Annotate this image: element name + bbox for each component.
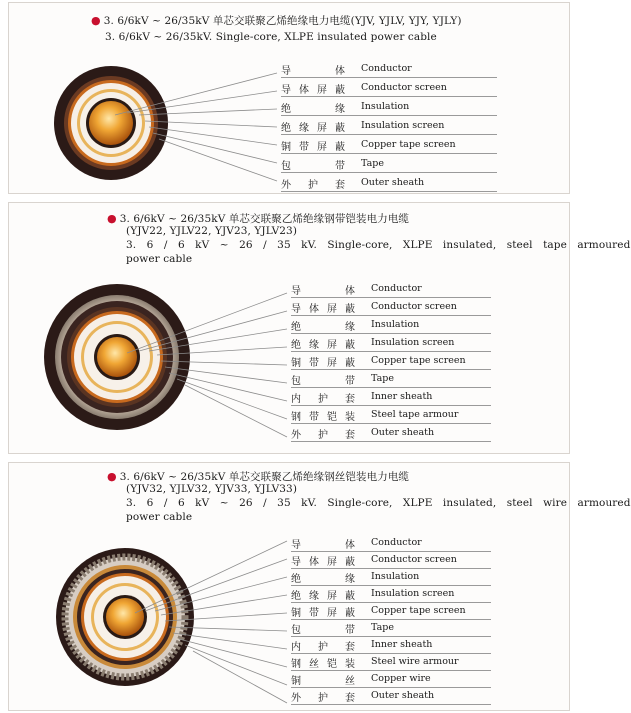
legend-row: 铜带屏蔽 Copper tape screen [291,601,491,620]
panel-model-list: (YJV32, YJLV32, YJV33, YJLV33) [126,483,298,495]
legend-row: 导体屏蔽 Conductor screen [291,297,491,316]
legend-row: 绝缘屏蔽 Insulation screen [291,333,491,352]
legend-row: 铜带屏蔽 Copper tape screen [291,351,491,370]
legend-row: 内护套 Inner sheath [291,387,491,406]
bullet-icon: ● [91,14,101,27]
legend-row: 钢带铠装 Steel tape armour [291,405,491,424]
cable-cross-section-image [55,547,195,687]
legend-row: 内护套 Inner sheath [291,635,491,654]
legend-row: 铜带屏蔽 Copper tape screen [281,135,497,154]
legend-row: 导体屏蔽 Conductor screen [281,78,497,97]
legend-row: 外护套 Outer sheath [291,686,491,705]
cable-cross-section-image [53,65,169,181]
legend-row: 包带 Tape [291,369,491,388]
legend-row: 导体 Conductor [281,59,497,78]
legend-row: 绝缘屏蔽 Insulation screen [281,116,497,135]
legend-row: 导体 Conductor [291,533,491,552]
legend-row: 绝缘 Insulation [291,567,491,586]
legend-row: 绝缘 Insulation [291,315,491,334]
panel-subtitle: 3. 6 / 6 kV ~ 26 / 35 kV. Single-core, XLPE insulated, steel wire armoured [126,497,631,509]
bullet-icon: ● [107,212,117,225]
legend-row: 铜丝 Copper wire [291,669,491,688]
cable-panel-yjv [8,2,570,194]
legend-row: 绝缘 Insulation [281,97,497,116]
panel-title: ● 3. 6/6kV ~ 26/35kV 单芯交联聚乙烯绝缘钢丝铠装电力电缆 [107,470,410,483]
panel-title: ● 3. 6/6kV ~ 26/35kV 单芯交联聚乙烯绝缘钢带铠装电力电缆 [107,212,410,225]
panel-subtitle-cont: power cable [126,511,193,523]
legend-row: 包带 Tape [281,154,497,173]
panel-subtitle: 3. 6/6kV ~ 26/35kV. Single-core, XLPE insulated power cable [105,31,437,43]
panel-title: ● 3. 6/6kV ~ 26/35kV 单芯交联聚乙烯绝缘电力电缆(YJV, YJLV, YJY, YJLY) [91,14,462,27]
legend-row: 外护套 Outer sheath [281,173,497,192]
panel-subtitle: 3. 6 / 6 kV ~ 26 / 35 kV. Single-core, XLPE insulated, steel tape armoured [126,239,631,251]
legend-row: 导体屏蔽 Conductor screen [291,550,491,569]
panel-model-list: (YJV22, YJLV22, YJV23, YJLV23) [126,225,298,237]
legend-row: 绝缘屏蔽 Insulation screen [291,584,491,603]
panel-subtitle-cont: power cable [126,253,193,265]
legend-row: 钢丝铠装 Steel wire armour [291,652,491,671]
bullet-icon: ● [107,470,117,483]
legend-row: 外护套 Outer sheath [291,423,491,442]
cable-cross-section-image [43,283,191,431]
cable-panel-yjv22 [8,202,631,454]
legend-row: 包带 Tape [291,618,491,637]
cable-panel-yjv32 [8,462,631,711]
legend-row: 导体 Conductor [291,279,491,298]
